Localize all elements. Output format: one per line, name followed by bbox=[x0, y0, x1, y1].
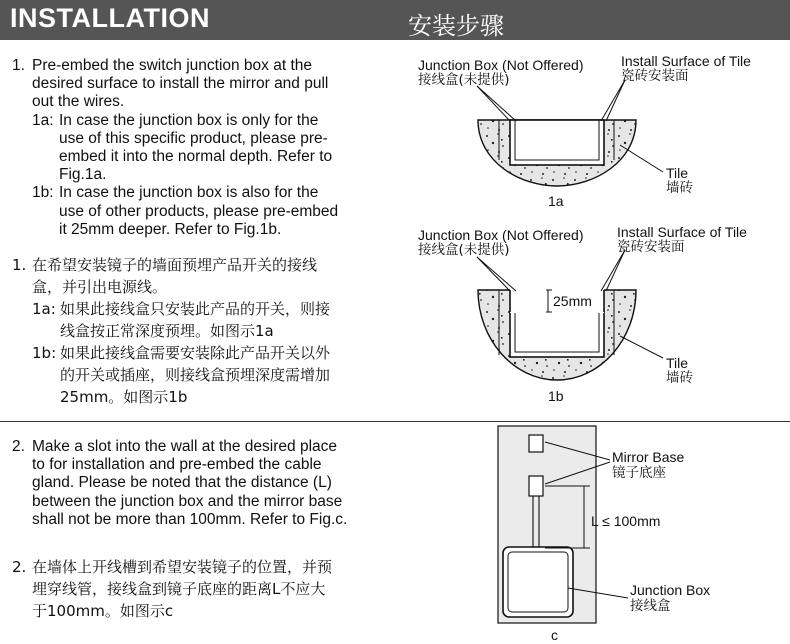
step1b-zh-line: 的开关或插座，则接线盒预埋深度需增加 bbox=[60, 366, 331, 384]
fig1b-surface-label-en: Install Surface of Tile bbox=[617, 224, 747, 240]
fig1b-tile-label-en: Tile bbox=[666, 355, 689, 371]
substep-label: 1b: bbox=[32, 184, 54, 202]
figc-distance-label: L ≤ 100mm bbox=[591, 513, 661, 529]
step-number: 1. bbox=[12, 57, 25, 74]
mirror-base-upper bbox=[529, 435, 543, 452]
fig1a-box-label-en: Junction Box (Not Offered) bbox=[418, 57, 584, 73]
substep-label: 1b: bbox=[32, 344, 57, 362]
step1-en-line: desired surface to install the mirror and pull bbox=[32, 75, 329, 93]
step2-zh-line: 在墙体上开线槽到希望安装镜子的位置，并预 bbox=[32, 558, 333, 576]
step2-en-line: shall not be more than 100mm. Refer to Fig.c. bbox=[32, 510, 348, 528]
step2-en-line: between the junction box and the mirror base bbox=[32, 492, 343, 510]
mirror-base-lower bbox=[529, 476, 543, 496]
step1b-en-line: it 25mm deeper. Refer to Fig.1b. bbox=[59, 220, 282, 238]
fig-1b-diagram bbox=[477, 250, 663, 380]
step2-en-line: Make a slot into the wall at the desired place bbox=[32, 438, 338, 455]
step1a-zh-line: 线盒按正常深度预埋。如图示1a bbox=[60, 322, 274, 340]
step2-zh-line: 于100mm。如图示c bbox=[32, 602, 174, 620]
fig1b-tile-label-zh: 墙砖 bbox=[666, 370, 693, 386]
step2-zh-line: 埋穿线管，接线盒到镜子底座的距离L不应大 bbox=[32, 580, 326, 598]
step1b-en-line: use of other products, please pre-embed bbox=[59, 202, 339, 220]
step-number: 1. bbox=[12, 256, 27, 274]
junction-box bbox=[503, 547, 573, 617]
fig1a-caption: 1a bbox=[548, 193, 564, 209]
substep-label: 1a: bbox=[32, 300, 56, 318]
figc-caption: c bbox=[551, 627, 558, 643]
step1-zh-line: 在希望安装镜子的墙面预埋产品开关的接线 bbox=[32, 256, 318, 274]
fig1a-box-label-zh: 接线盒(未提供) bbox=[418, 72, 510, 88]
step1b-en-line: In case the junction box is also for the bbox=[59, 184, 319, 202]
step1-zh-line: 盒，并引出电源线。 bbox=[32, 278, 168, 296]
fig1b-depth-label: 25mm bbox=[553, 293, 592, 309]
step1-en-line: Pre-embed the switch junction box at the bbox=[32, 57, 313, 74]
substep-label: 1a: bbox=[32, 111, 54, 129]
section-title-en: INSTALLATION bbox=[10, 3, 210, 33]
section-title-zh: 安装步骤 bbox=[408, 12, 504, 40]
step2-en-line: to for installation and pre-embed the cable bbox=[32, 456, 322, 474]
fig1b-caption: 1b bbox=[548, 388, 564, 404]
fig-1a-diagram bbox=[477, 80, 663, 186]
fig1a-surface-label-zh: 瓷砖安装面 bbox=[621, 68, 689, 84]
step1a-en-line: In case the junction box is only for the bbox=[59, 111, 319, 129]
step-number: 2. bbox=[12, 438, 25, 455]
fig1b-surface-label-zh: 瓷砖安装面 bbox=[617, 239, 685, 255]
junction-box bbox=[510, 120, 604, 165]
figc-box-label-en: Junction Box bbox=[630, 582, 711, 598]
figc-mirror-label-zh: 镜子底座 bbox=[612, 465, 666, 481]
step1b-zh-line: 25mm。如图示1b bbox=[60, 388, 188, 406]
fig1a-tile-label-en: Tile bbox=[666, 165, 689, 181]
step1a-en-line: Fig.1a. bbox=[59, 166, 107, 184]
step1a-en-line: embed it into the normal depth. Refer to bbox=[59, 148, 333, 166]
step1b-zh-line: 如果此接线盒需要安装除此产品开关以外 bbox=[60, 344, 331, 362]
step-number: 2. bbox=[12, 558, 27, 576]
step1a-en-line: use of this specific product, please pre- bbox=[59, 129, 328, 147]
fig1a-tile-label-zh: 墙砖 bbox=[666, 180, 693, 196]
fig1a-surface-label-en: Install Surface of Tile bbox=[621, 53, 751, 69]
figc-mirror-label-en: Mirror Base bbox=[612, 449, 685, 465]
junction-box bbox=[510, 312, 604, 357]
step1-en-line: out the wires. bbox=[32, 93, 125, 111]
figc-box-label-zh: 接线盒 bbox=[630, 598, 671, 614]
fig1b-box-label-en: Junction Box (Not Offered) bbox=[418, 227, 584, 243]
step1a-zh-line: 如果此接线盒只安装此产品的开关，则接 bbox=[60, 300, 331, 318]
fig1b-box-label-zh: 接线盒(未提供) bbox=[418, 242, 510, 258]
step2-en-line: gland. Please be noted that the distance (L) bbox=[32, 474, 332, 492]
